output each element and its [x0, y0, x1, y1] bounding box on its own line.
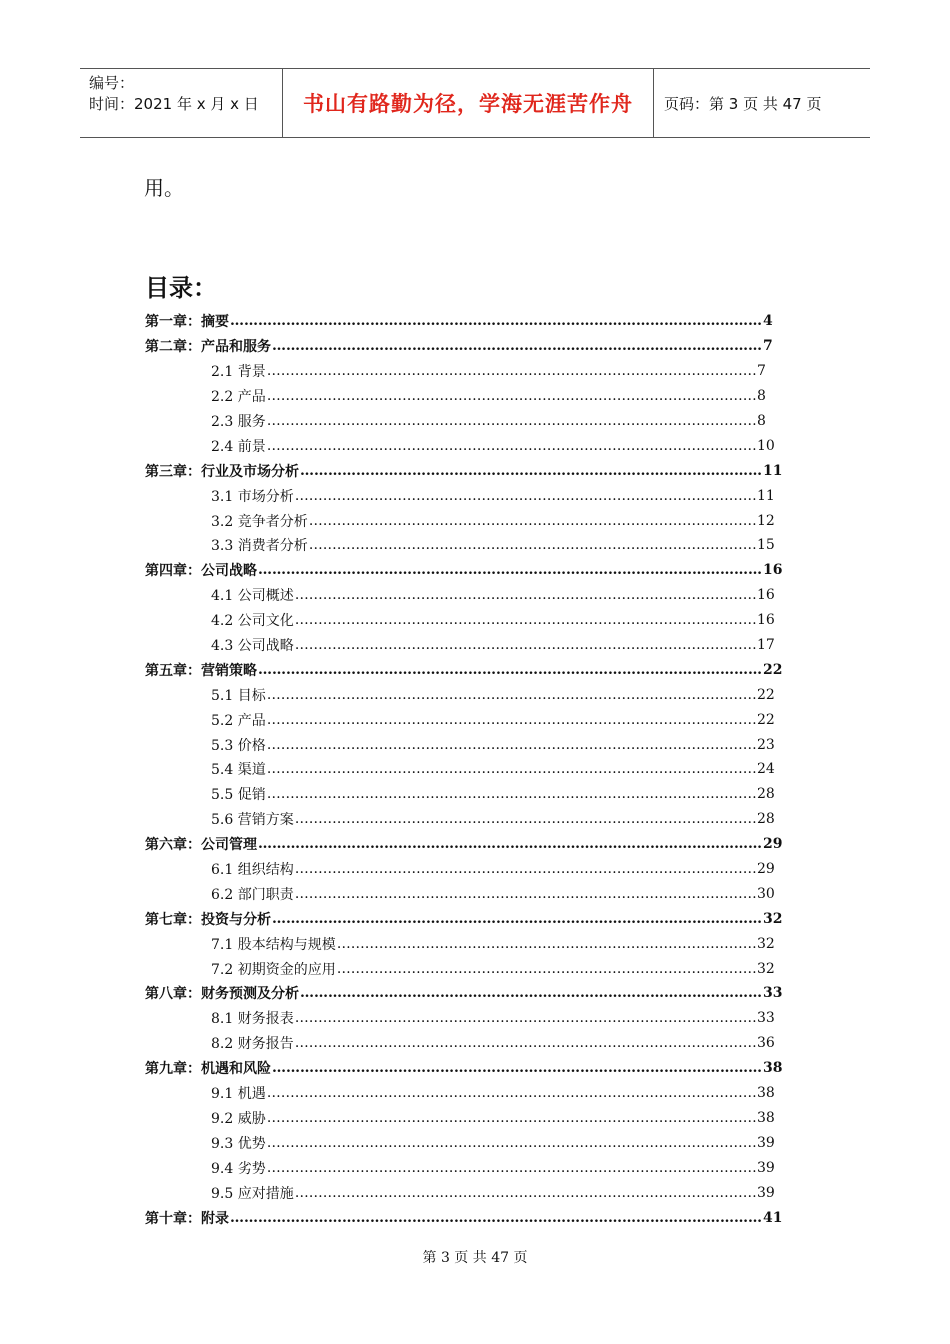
header-motto: 书山有路勤为径，学海无涯苦作舟 — [282, 69, 654, 137]
header-page-info: 页码：第 3 页 共 47 页 — [664, 94, 822, 113]
toc-entry-page: 28 — [757, 786, 775, 803]
toc-entry-title: 9.4 劣势 — [211, 1160, 266, 1177]
toc-section-entry[interactable] — [145, 1081, 781, 1106]
toc-entry-page: 22 — [757, 711, 775, 728]
page-header — [80, 68, 870, 138]
toc-entry-page: 7 — [757, 363, 766, 380]
body-text-fragment: 用。 — [144, 176, 184, 200]
toc-leader-dots — [295, 1185, 756, 1201]
toc-entry-page: 8 — [757, 413, 766, 429]
toc-entry-title: 9.5 应对措施 — [211, 1185, 294, 1202]
toc-leader-dots — [300, 985, 762, 1001]
toc-chapter-entry[interactable] — [145, 334, 781, 359]
toc-chapter-entry[interactable] — [145, 558, 781, 583]
toc-entry-title: 5.6 营销方案 — [211, 812, 294, 829]
toc-leader-dots — [267, 1085, 756, 1101]
toc-entry-page: 32 — [757, 960, 775, 977]
header-meta — [80, 69, 282, 137]
toc-leader-dots — [295, 811, 756, 827]
toc-chapter-entry[interactable] — [145, 309, 781, 334]
toc-section-entry[interactable] — [145, 608, 781, 633]
toc-entry-page: 12 — [757, 512, 775, 529]
toc-entry-title: 6.1 组织结构 — [211, 862, 294, 879]
toc-entry-page: 8 — [757, 388, 766, 405]
toc-entry-page: 33 — [763, 985, 783, 1002]
toc-entry-page: 30 — [757, 885, 775, 902]
toc-entry-title: 3.2 竞争者分析 — [211, 513, 308, 530]
toc-section-entry[interactable] — [145, 359, 781, 384]
toc-entry-page: 11 — [757, 487, 775, 504]
toc-section-entry[interactable] — [145, 1006, 781, 1031]
toc-leader-dots — [309, 513, 756, 529]
toc-section-entry[interactable] — [145, 881, 781, 906]
toc-entry-page: 39 — [757, 1159, 775, 1176]
toc-leader-dots — [295, 612, 756, 628]
toc-entry-page: 32 — [763, 910, 783, 927]
toc-entry-title: 4.1 公司概述 — [211, 588, 294, 605]
toc-entry-title: 9.2 威胁 — [211, 1110, 266, 1127]
toc-section-entry[interactable] — [145, 782, 781, 807]
toc-entry-page: 22 — [763, 661, 783, 678]
toc-leader-dots — [267, 1135, 756, 1151]
toc-leader-dots — [295, 587, 756, 603]
toc-section-entry[interactable] — [145, 508, 781, 533]
toc-section-entry[interactable] — [145, 483, 781, 508]
toc-entry-title: 第三章：行业及市场分析 — [145, 463, 299, 480]
toc-section-entry[interactable] — [145, 707, 781, 732]
toc-entry-page: 16 — [757, 612, 775, 629]
toc-section-entry[interactable] — [145, 1106, 781, 1131]
toc-section-entry[interactable] — [145, 956, 781, 981]
toc-leader-dots — [272, 338, 762, 354]
toc-entry-title: 7.1 股本结构与规模 — [211, 936, 336, 953]
toc-leader-dots — [267, 438, 756, 454]
toc-entry-page: 16 — [757, 587, 775, 604]
table-of-contents — [145, 309, 781, 1230]
toc-entry-title: 9.3 优势 — [211, 1135, 266, 1152]
toc-entry-title: 6.2 部门职责 — [211, 886, 294, 903]
toc-entry-page: 15 — [757, 537, 775, 554]
toc-entry-title: 7.2 初期资金的应用 — [211, 961, 336, 978]
toc-entry-page: 23 — [757, 736, 775, 753]
toc-leader-dots — [258, 562, 762, 578]
toc-entry-title: 第四章：公司战略 — [145, 563, 257, 580]
toc-leader-dots — [230, 1210, 762, 1226]
toc-chapter-entry[interactable] — [145, 832, 781, 857]
toc-section-entry[interactable] — [145, 1130, 781, 1155]
toc-entry-title: 2.3 服务 — [211, 414, 266, 430]
toc-entry-page: 22 — [757, 686, 775, 703]
toc-entry-title: 2.2 产品 — [211, 389, 266, 406]
toc-section-entry[interactable] — [145, 633, 781, 658]
toc-leader-dots — [295, 886, 756, 902]
toc-entry-title: 第二章：产品和服务 — [145, 339, 271, 356]
toc-entry-title: 第十章：附录 — [145, 1210, 229, 1227]
toc-entry-page: 29 — [757, 861, 775, 878]
toc-leader-dots — [337, 961, 756, 977]
toc-entry-page: 28 — [757, 811, 775, 828]
toc-section-entry[interactable] — [145, 931, 781, 956]
toc-leader-dots — [267, 712, 756, 728]
toc-section-entry[interactable] — [145, 1180, 781, 1205]
toc-section-entry[interactable] — [145, 583, 781, 608]
toc-leader-dots — [267, 1160, 756, 1176]
toc-leader-dots — [267, 1110, 756, 1126]
toc-section-entry[interactable] — [145, 732, 781, 757]
toc-entry-page: 32 — [757, 935, 775, 952]
toc-section-entry[interactable] — [145, 682, 781, 707]
toc-entry-page: 33 — [757, 1010, 775, 1027]
toc-entry-title: 5.4 渠道 — [211, 762, 266, 779]
toc-leader-dots — [295, 488, 756, 504]
header-number-label: 编号： — [89, 74, 135, 92]
toc-leader-dots — [267, 737, 756, 753]
page-footer: 第 3 页 共 47 页 — [422, 1250, 528, 1266]
toc-section-entry[interactable] — [145, 1031, 781, 1056]
toc-entry-page: 39 — [757, 1134, 775, 1151]
toc-entry-title: 第九章：机遇和风险 — [145, 1061, 271, 1078]
toc-section-entry[interactable] — [145, 384, 781, 409]
toc-entry-title: 5.3 价格 — [211, 737, 266, 754]
toc-leader-dots — [267, 687, 756, 703]
toc-entry-title: 9.1 机遇 — [211, 1086, 266, 1103]
toc-entry-page: 39 — [757, 1184, 775, 1201]
toc-entry-page: 10 — [757, 437, 775, 454]
toc-section-entry[interactable] — [145, 409, 781, 434]
toc-leader-dots — [258, 662, 762, 678]
toc-chapter-entry[interactable] — [145, 458, 781, 483]
toc-entry-title: 第五章：营销策略 — [145, 662, 257, 679]
toc-section-entry[interactable] — [145, 857, 781, 882]
toc-entry-page: 17 — [757, 637, 775, 654]
toc-leader-dots — [337, 936, 756, 952]
toc-entry-title: 第一章：摘要 — [145, 314, 229, 331]
toc-leader-dots — [272, 1060, 762, 1076]
toc-leader-dots — [267, 388, 756, 404]
toc-entry-title: 8.1 财务报表 — [211, 1011, 294, 1028]
toc-leader-dots — [258, 836, 762, 852]
toc-leader-dots — [267, 786, 756, 802]
toc-entry-page: 29 — [763, 836, 783, 853]
toc-leader-dots — [295, 1010, 756, 1026]
toc-entry-title: 4.2 公司文化 — [211, 613, 294, 630]
toc-chapter-entry[interactable] — [145, 1205, 781, 1230]
toc-leader-dots — [230, 313, 762, 329]
toc-leader-dots — [267, 413, 756, 429]
toc-entry-page: 36 — [757, 1035, 775, 1052]
toc-leader-dots — [300, 463, 762, 479]
toc-leader-dots — [295, 637, 756, 653]
toc-entry-page: 41 — [763, 1209, 783, 1226]
toc-entry-title: 第七章：投资与分析 — [145, 911, 271, 928]
toc-leader-dots — [272, 911, 762, 927]
toc-entry-title: 8.2 财务报告 — [211, 1036, 294, 1053]
toc-chapter-entry[interactable] — [145, 1056, 781, 1081]
toc-entry-page: 24 — [757, 761, 775, 778]
toc-leader-dots — [267, 761, 756, 777]
toc-entry-page: 16 — [763, 562, 783, 579]
toc-leader-dots — [295, 861, 756, 877]
toc-entry-page: 38 — [757, 1109, 775, 1126]
toc-entry-title: 3.3 消费者分析 — [211, 538, 308, 555]
toc-entry-title: 5.2 产品 — [211, 712, 266, 729]
toc-entry-page: 7 — [763, 338, 773, 355]
toc-entry-title: 5.5 促销 — [211, 787, 266, 804]
toc-entry-page: 4 — [763, 313, 773, 330]
toc-entry-title: 5.1 目标 — [211, 687, 266, 704]
toc-leader-dots — [309, 537, 756, 553]
toc-entry-title: 3.1 市场分析 — [211, 488, 294, 505]
toc-chapter-entry[interactable] — [145, 657, 781, 682]
toc-entry-title: 2.4 前景 — [211, 438, 266, 455]
toc-section-entry[interactable] — [145, 757, 781, 782]
toc-entry-title: 第六章：公司管理 — [145, 837, 257, 854]
toc-leader-dots — [295, 1035, 756, 1051]
toc-entry-page: 11 — [763, 462, 783, 479]
toc-leader-dots — [267, 363, 756, 379]
toc-title: 目录： — [145, 274, 217, 302]
toc-entry-title: 第八章：财务预测及分析 — [145, 986, 299, 1003]
toc-entry-title: 4.3 公司战略 — [211, 638, 294, 655]
header-time-label: 时间：2021 年 x 月 x 日 — [89, 95, 259, 113]
toc-section-entry[interactable] — [145, 807, 781, 832]
toc-entry-page: 38 — [757, 1085, 775, 1102]
toc-chapter-entry[interactable] — [145, 981, 781, 1006]
toc-entry-page: 38 — [763, 1060, 783, 1077]
toc-section-entry[interactable] — [145, 1155, 781, 1180]
toc-entry-title: 2.1 背景 — [211, 364, 266, 381]
toc-section-entry[interactable] — [145, 533, 781, 558]
toc-chapter-entry[interactable] — [145, 906, 781, 931]
toc-section-entry[interactable] — [145, 433, 781, 458]
